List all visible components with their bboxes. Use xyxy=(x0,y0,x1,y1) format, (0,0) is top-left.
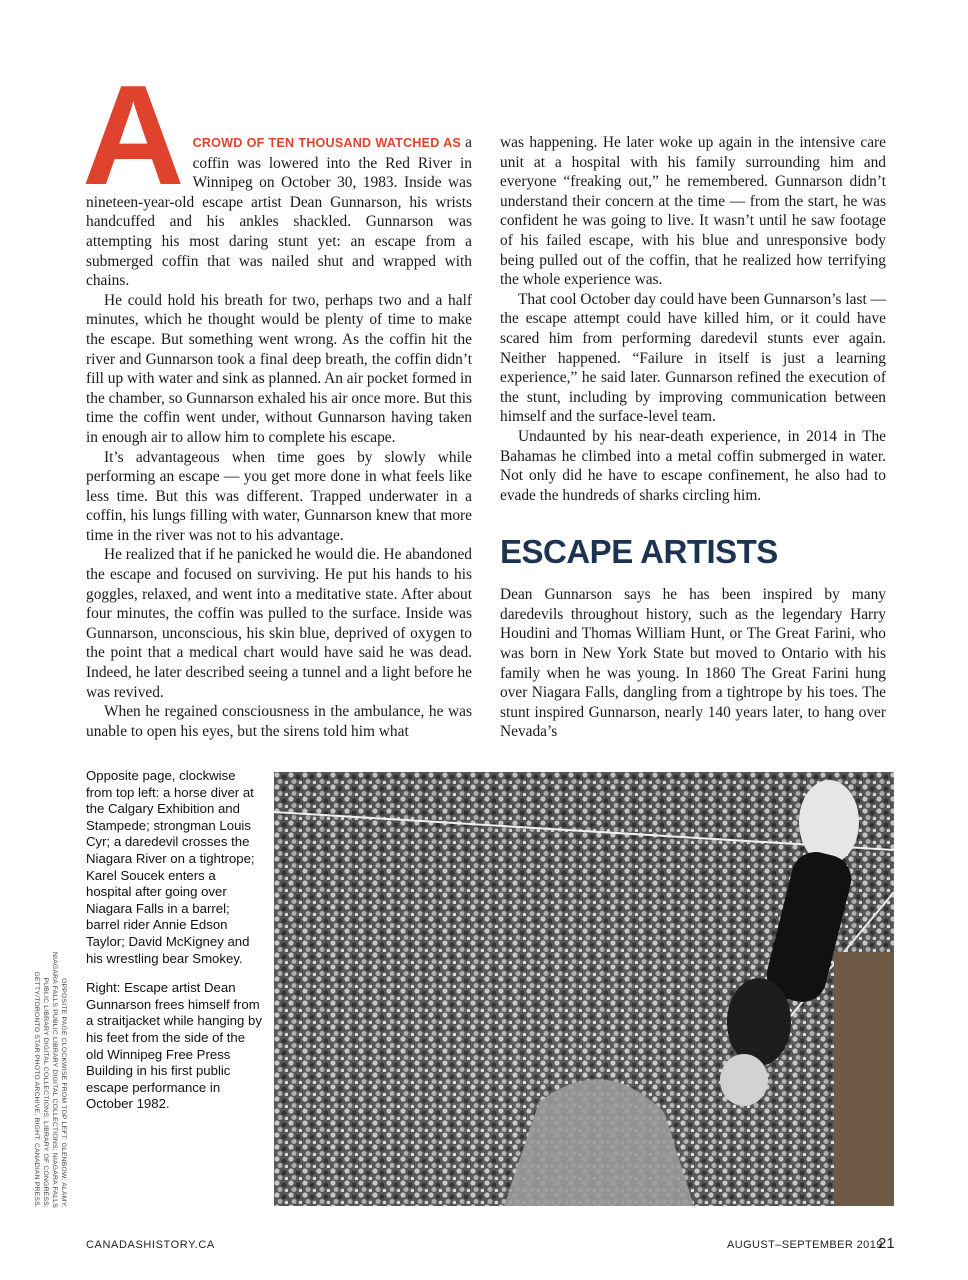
crowd-photo-icon xyxy=(274,772,894,1206)
article-column-right xyxy=(500,133,886,742)
footer-issue: AUGUST–SEPTEMBER 2019 xyxy=(727,1239,883,1251)
footer-site: CANADASHISTORY.CA xyxy=(86,1239,215,1251)
body-paragraph: He could hold his breath for two, perhaps two and a half minutes, which he thought would be plenty of time to make the escape. But something went wrong. As the coffin hit the river and Gunnarson took a final deep breath, the coffin didn’t fill up with water and sink as planned. An air pocket formed in the chamber, so Gunnarson exhaled his air once more. But this time the coffin went under, without Gunnarson having taken in enough air to allow him to complete his escape. xyxy=(86,291,472,446)
photo-credit xyxy=(24,950,72,1210)
opening-paragraph-text: a coffin was lowered into the Red River in Winnipeg on October 30, 1983. Inside was nineteen-year-old escape artist Dean Gunnarson, his wrists handcuffed and his ankles shackled. Gunnarson was attempting his most daring stunt yet: an escape from a submerged coffin that was nailed shut and wrapped with chains. xyxy=(86,134,472,290)
photo-credit-text: OPPOSITE PAGE CLOCKWISE FROM TOP LEFT: GLENBOW; ALAMY; NIAGARA FALLS PUBLIC LIBRARY DIGITAL COLLECTIONS; NIAGARA FALLS PUBLIC LIBRARY DIGITAL COLLECTIONS; LIBRARY OF CONGRESS; GETTY/TORONTO STAR PHOTO ARCHIVE. RIGHT: CANADIAN PRESS. xyxy=(33,952,67,1208)
opening-paragraph xyxy=(82,56,472,291)
body-paragraph: He realized that if he panicked he would die. He abandoned the escape and focused on surviving. He put his hands to his goggles, relaxed, and went into a meditative state. After about four minutes, the coffin was pulled to the surface. Inside was Gunnarson, unconscious, his skin blue, deprived of oxygen to the point that a medical chart would have said he was dead. Indeed, he later described seeing a tunnel and a light before he was revived. xyxy=(86,546,472,701)
lead-in: CROWD OF TEN THOUSAND WATCHED AS xyxy=(192,136,461,150)
body-paragraph: Undaunted by his near-death experience, in 2014 in The Bahamas he climbed into a metal coffin submerged in water. Not only did he have to escape confinement, he also had to evade the hundreds of sharks circling him. xyxy=(500,427,886,504)
drop-cap: A xyxy=(82,56,185,215)
body-paragraph: That cool October day could have been Gunnarson’s last — the escape attempt could have killed him, or it could have scared him from performing daredevil stunts ever again. Neither happened. “Failure in itself is just a learning experience,” he said later. Gunnarson refined the execution of the stunt, including by improving communication between himself and the surface-level team. xyxy=(500,290,886,426)
escape-photo xyxy=(274,772,894,1206)
section-heading: ESCAPE ARTISTS xyxy=(500,533,778,571)
body-paragraph: It’s advantageous when time goes by slowly while performing an escape — you get more done in what feels like less time. But this was different. Trapped underwater in a coffin, his lungs filling with water, Gunnarson knew that more time in the river was not to his advantage. xyxy=(86,448,472,544)
caption-opposite-page: Opposite page, clockwise from top left: a horse diver at the Calgary Exhibition and Stampede; strongman Louis Cyr; a daredevil crosses the Niagara River on a tightrope; Karel Soucek enters a hospital after going over Niagara Falls in a barrel; barrel rider Annie Edson Taylor; David McKigney and his wrestling bear Smokey. xyxy=(86,768,255,966)
page-number: 21 xyxy=(878,1235,895,1252)
body-paragraph: When he regained consciousness in the ambulance, he was unable to open his eyes, but the sirens told him what xyxy=(86,703,472,740)
section-paragraph: Dean Gunnarson says he has been inspired by many daredevils throughout history, such as the legendary Harry Houdini and Thomas William Hunt, or The Great Farini, who was born in New York State but moved to Ontario with his family when he was young. In 1860 The Great Farini hung over Niagara Falls, dangling from a tightrope by his toes. The stunt inspired Gunnarson, nearly 140 years later, to hang over Nevada’s xyxy=(500,586,886,741)
caption-right: Right: Escape artist Dean Gunnarson frees himself from a straitjacket while hanging by his feet from the side of the old Winnipeg Free Press Building in his first public escape performance in October 1982. xyxy=(86,980,262,1112)
article-column-left xyxy=(82,56,472,741)
body-paragraph: was happening. He later woke up again in the intensive care unit at a hospital with his family surrounding him and everyone “freaking out,” he remembered. Gunnarson didn’t understand their concern at the time — from the start, he was confident he was going to live. It wasn’t until he saw footage of his failed escape, with his blue and unresponsive body being pulled out of the coffin, that he realized how terrifying the whole experience was. xyxy=(500,134,886,289)
photo-caption xyxy=(86,768,264,1126)
